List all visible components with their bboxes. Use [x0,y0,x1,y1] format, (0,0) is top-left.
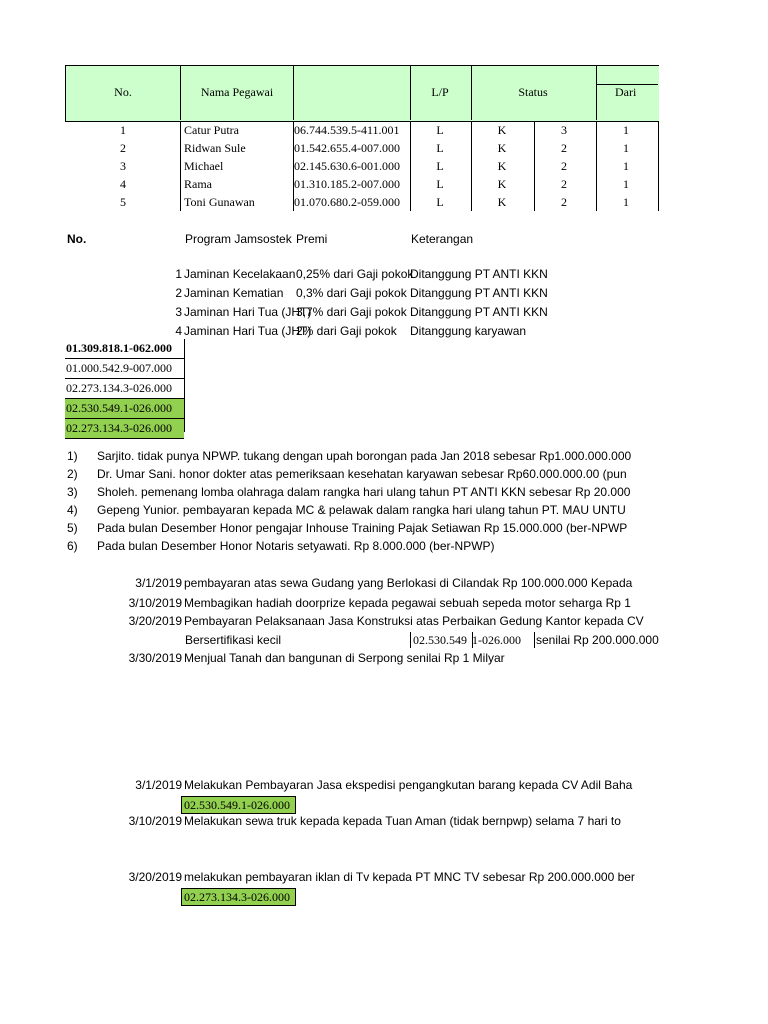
case-text: Dr. Umar Sani. honor dokter atas pemeriksaan kesehatan karyawan sebesar Rp60.000.000.00 (pun [97,467,627,481]
transaction-date: 3/10/2019 [128,596,182,610]
cell-no: 2 [120,141,126,155]
cell-tanggungan: 2 [561,195,567,209]
header-divider [293,65,294,120]
transaction-text: pembayaran atas sewa Gudang yang Berlokasi di Cilandak Rp 100.000.000 Kepada [184,576,633,590]
case-number: 4) [67,503,78,517]
jamsostek-cell-no: 4 [175,324,182,338]
cell-npwp: 06.744.539.5-411.001 [294,123,400,137]
cell-dari: 1 [623,141,629,155]
sertifikasi-npwp-part2: 1-026.000 [471,632,535,648]
jamsostek-cell-keterangan: Ditanggung PT ANTI KKN [410,267,548,281]
jamsostek-cell-program: Jaminan Kematian [184,286,284,300]
jamsostek-header-keterangan: Keterangan [411,232,474,246]
cell-dari: 1 [623,159,629,173]
jamsostek-header-no: No. [67,232,87,246]
cell-lp: L [436,159,444,173]
cell-no: 1 [120,123,126,137]
cell-tanggungan: 2 [561,177,567,191]
jamsostek-cell-premi: 0,25% dari Gaji pokok [296,267,414,281]
header-dari: Dari [615,85,637,99]
body-divider [658,121,659,211]
case-number: 6) [67,539,78,553]
cell-no: 3 [120,159,126,173]
cell-nama: Ridwan Sule [184,141,246,155]
cell-nama: Rama [184,177,212,191]
npwp-list [65,339,184,439]
header-lp: L/P [431,85,449,99]
cell-lp: L [436,123,444,137]
jamsostek-cell-program: Jaminan Hari Tua (JHT) [184,324,312,338]
cell-tanggungan: 3 [561,123,567,137]
npwp-list-item: 01.309.818.1-062.000 [65,339,184,359]
header-divider [471,65,472,120]
jamsostek-cell-premi: 0,3% dari Gaji pokok [296,286,407,300]
npwp-list-item: 01.000.542.9-007.000 [65,359,184,379]
header-nama-pegawai: Nama Pegawai [200,85,274,99]
case-text: Pada bulan Desember Honor Notaris setyawati. Rp 8.000.000 (ber-NPWP) [97,539,495,553]
employee-table-header [65,65,659,122]
cell-lp: L [436,177,444,191]
header-no: No. [114,85,132,99]
transaction-text: Melakukan sewa truk kepada kepada Tuan Aman (tidak bernpwp) selama 7 hari to [184,814,621,828]
jamsostek-cell-no: 1 [175,267,182,281]
transaction-date: 3/30/2019 [128,651,182,665]
transaction-text: Menjual Tanah dan bangunan di Serpong senilai Rp 1 Milyar [184,651,505,665]
body-divider [534,121,535,211]
cell-dari: 1 [623,123,629,137]
transaction-text: Pembayaran Pelaksanaan Jasa Konstruksi atas Perbaikan Gedung Kantor kepada CV [184,614,644,628]
jamsostek-header-program: Program Jamsostek [185,232,292,246]
cell-lp: L [436,141,444,155]
body-divider [410,121,411,211]
header-status: Status [518,85,548,99]
jamsostek-cell-no: 2 [175,286,182,300]
header-divider [180,65,181,120]
sertifikasi-label: Bersertifikasi kecil [185,633,282,647]
cell-npwp: 01.070.680.2-059.000 [294,195,400,209]
cell-nama: Michael [184,159,224,173]
transaction-date: 3/20/2019 [128,614,182,628]
cell-status: K [497,195,507,209]
case-text: Pada bulan Desember Honor pengajar Inhouse Training Pajak Setiawan Rp 15.000.000 (ber-NPWP [97,521,628,535]
cell-no: 4 [120,177,126,191]
transaction-text: Membagikan hadiah doorprize kepada pegawai sebuah sepeda motor seharga Rp 1 [184,596,631,610]
cell-dari: 1 [623,177,629,191]
npwp-list-border [184,339,185,432]
jamsostek-cell-premi: 2% dari Gaji pokok [296,324,397,338]
header-divider [596,65,597,120]
transaction-text: Melakukan Pembayaran Jasa ekspedisi pengangkutan barang kepada CV Adil Baha [184,778,633,792]
cell-lp: L [436,195,444,209]
cell-nama: Toni Gunawan [184,195,255,209]
cell-status: K [497,159,507,173]
sertifikasi-nilai: senilai Rp 200.000.000 [536,633,659,647]
transaction-date: 3/10/2019 [128,814,182,828]
cell-dari: 1 [623,195,629,209]
cell-no: 5 [120,195,126,209]
cell-tanggungan: 2 [561,159,567,173]
jamsostek-cell-keterangan: Ditanggung karyawan [410,324,527,338]
transaction-date: 3/1/2019 [135,576,182,590]
header-divider [410,65,411,120]
case-text: Sholeh. pemenang lomba olahraga dalam rangka hari ulang tahun PT ANTI KKN sebesar Rp 20.000 [97,485,631,499]
jamsostek-cell-no: 3 [175,305,182,319]
transaction-npwp: 02.530.549.1-026.000 [181,796,296,814]
case-number: 5) [67,521,78,535]
cell-status: K [497,123,507,137]
jamsostek-cell-program: Jaminan Kecelakaan [184,267,296,281]
cell-tanggungan: 2 [561,141,567,155]
jamsostek-cell-premi: 3,7% dari Gaji pokok [296,305,407,319]
cell-nama: Catur Putra [184,123,239,137]
body-divider [293,121,294,211]
table-row [65,157,658,175]
table-row [65,121,658,139]
cell-status: K [497,141,507,155]
table-row [65,193,658,211]
cell-npwp: 01.310.185.2-007.000 [294,177,400,191]
body-divider [596,121,597,211]
jamsostek-cell-keterangan: Ditanggung PT ANTI KKN [410,286,548,300]
case-text: Gepeng Yunior. pembayaran kepada MC & pelawak dalam rangka hari ulang tahun PT. MAU UNTU [97,503,626,517]
transaction-npwp: 02.273.134.3-026.000 [181,888,296,906]
jamsostek-header-premi: Premi [296,232,328,246]
sertifikasi-npwp-part1: 02.530.549 [410,632,473,648]
case-number: 2) [67,467,78,481]
transaction-text: melakukan pembayaran iklan di Tv kepada PT MNC TV sebesar Rp 200.000.000 ber [184,870,635,884]
cell-npwp: 01.542.655.4-007.000 [294,141,400,155]
case-text: Sarjito. tidak punya NPWP. tukang dengan upah borongan pada Jan 2018 sebesar Rp1.000.000.000 [97,449,632,463]
table-row [65,139,658,157]
jamsostek-cell-program: Jaminan Hari Tua (JHT) [184,305,312,319]
transaction-date: 3/20/2019 [128,870,182,884]
body-divider [471,121,472,211]
case-number: 1) [67,449,78,463]
npwp-list-item: 02.530.549.1-026.000 [65,399,184,419]
body-divider [180,121,181,211]
cell-status: K [497,177,507,191]
table-row [65,175,658,193]
cell-npwp: 02.145.630.6-001.000 [294,159,400,173]
transaction-date: 3/1/2019 [135,778,182,792]
npwp-list-item: 02.273.134.3-026.000 [65,379,184,399]
case-number: 3) [67,485,78,499]
npwp-list-item: 02.273.134.3-026.000 [65,419,184,439]
jamsostek-cell-keterangan: Ditanggung PT ANTI KKN [410,305,548,319]
